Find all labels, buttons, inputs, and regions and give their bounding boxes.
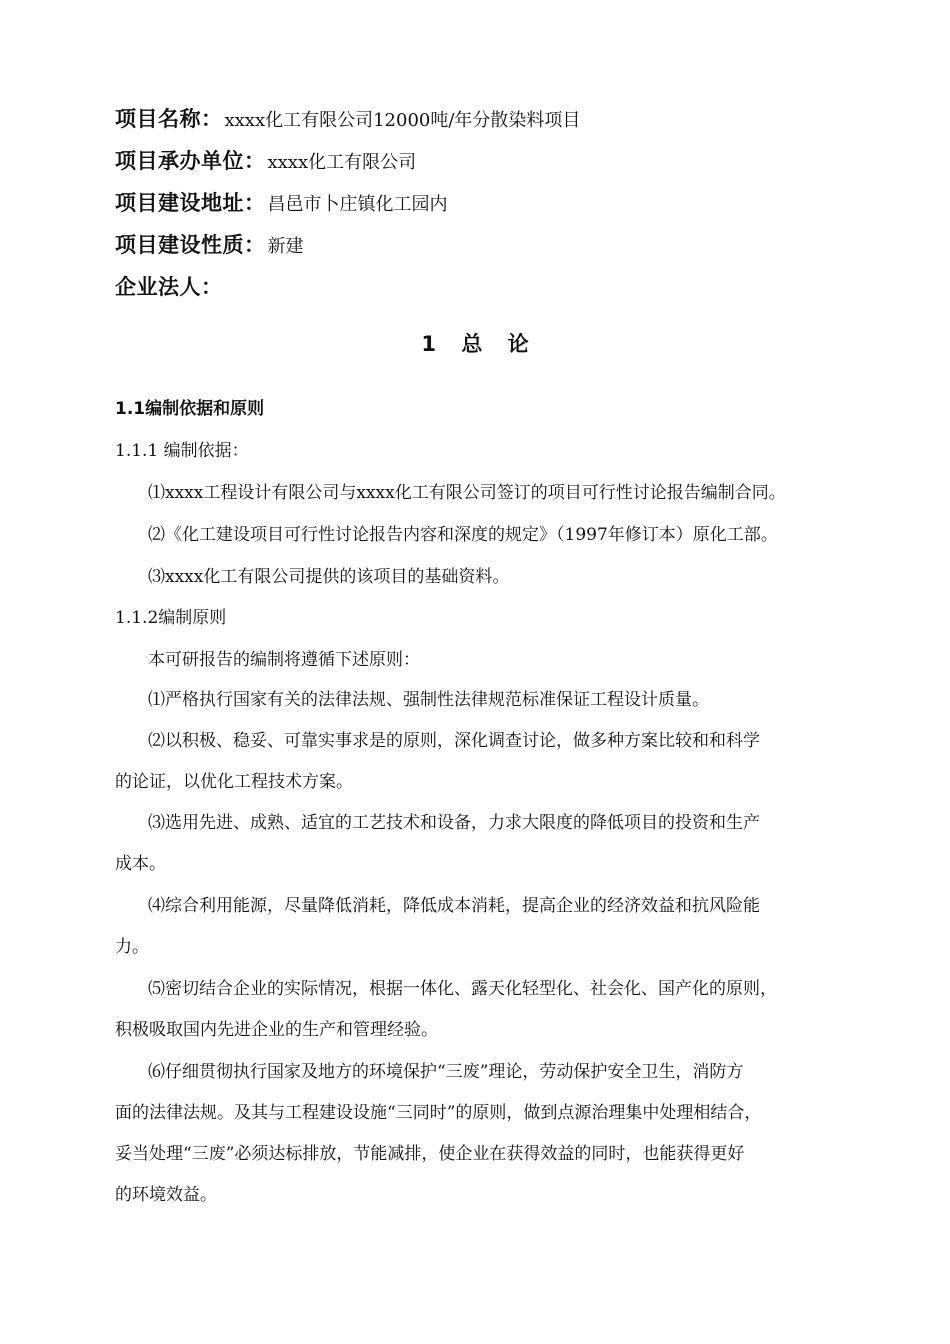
nature-label: 项目建设性质： bbox=[115, 233, 266, 257]
address-value: 昌邑市卜庄镇化工园内 bbox=[267, 194, 448, 215]
principle-6-line-1: ⑹仔细贯彻执行国家及地方的环境保护“三废”理论，劳动保护安全卫生，消防方 bbox=[148, 1062, 744, 1082]
principle-5-line-1: ⑸密切结合企业的实际情况，根据一体化、露天化轻型化、社会化、国产化的原则， bbox=[148, 979, 777, 999]
address-row bbox=[115, 187, 448, 217]
undertaker-label: 项目承办单位： bbox=[115, 149, 266, 173]
principle-6-line-2: 面的法律法规。及其与工程建设设施“三同时”的原则，做到点源治理集中处理相结合， bbox=[115, 1103, 762, 1123]
basis-item-1: ⑴xxxx工程设计有限公司与xxxx化工有限公司签订的项目可行性讨论报告编制合同。 bbox=[148, 483, 786, 503]
legal-person-label: 企业法人： bbox=[115, 275, 223, 299]
principle-4-line-2: 力。 bbox=[115, 937, 149, 957]
principle-6-line-3: 妥当处理“三废”必须达标排放，节能减排，使企业在获得效益的同时，也能获得更好 bbox=[115, 1144, 745, 1164]
principle-2-line-2: 的论证，以优化工程技术方案。 bbox=[115, 772, 353, 792]
principle-5-line-2: 积极吸取国内先进企业的生产和管理经验。 bbox=[115, 1020, 438, 1040]
nature-value: 新建 bbox=[267, 236, 304, 257]
chapter-title-char-2: 论 bbox=[507, 332, 529, 356]
chapter-title-char-1: 总 bbox=[461, 332, 483, 356]
nature-row bbox=[115, 229, 304, 259]
project-name-label: 项目名称： bbox=[115, 107, 223, 131]
principle-2-line-1: ⑵以积极、稳妥、可靠实事求是的原则，深化调查讨论，做多种方案比较和和科学 bbox=[148, 731, 760, 751]
principle-1: ⑴严格执行国家有关的法律法规、强制性法律规范标准保证工程设计质量。 bbox=[148, 690, 709, 710]
undertaker-value: xxxx化工有限公司 bbox=[267, 152, 417, 173]
basis-item-2: ⑵《化工建设项目可行性讨论报告内容和深度的规定》（1997年修订本）原化工部。 bbox=[148, 525, 778, 545]
principle-6-line-4: 的环境效益。 bbox=[115, 1185, 217, 1205]
subsection-heading-1-1-2: 1.1.2编制原则 bbox=[115, 608, 227, 628]
chapter-title bbox=[0, 328, 950, 358]
principle-3-line-1: ⑶选用先进、成熟、适宜的工艺技术和设备，力求大限度的降低项目的投资和生产 bbox=[148, 813, 760, 833]
project-name-row bbox=[115, 103, 580, 133]
legal-person-row bbox=[115, 271, 223, 301]
subsection-heading-1-1-1: 1.1.1 编制依据： bbox=[115, 441, 249, 461]
basis-item-3: ⑶xxxx化工有限公司提供的该项目的基础资料。 bbox=[148, 567, 510, 587]
project-name-value: xxxx化工有限公司12000吨/年分散染料项目 bbox=[224, 110, 581, 131]
address-label: 项目建设地址： bbox=[115, 191, 266, 215]
principle-3-line-2: 成本。 bbox=[115, 854, 166, 874]
chapter-number: 1 bbox=[421, 332, 436, 356]
section-heading-1-1: 1.1编制依据和原则 bbox=[115, 399, 265, 419]
principles-intro: 本可研报告的编制将遵循下述原则： bbox=[148, 650, 420, 670]
undertaker-row bbox=[115, 145, 416, 175]
principle-4-line-1: ⑷综合利用能源，尽量降低消耗，降低成本消耗，提高企业的经济效益和抗风险能 bbox=[148, 896, 760, 916]
